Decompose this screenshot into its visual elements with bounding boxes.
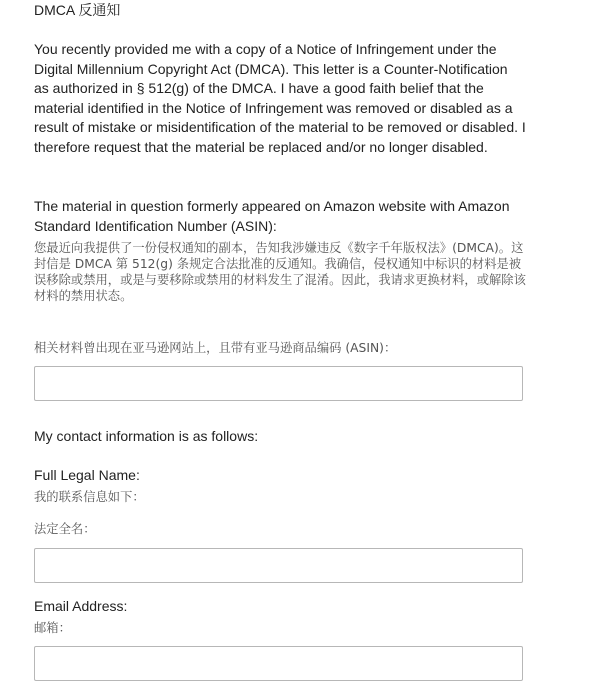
form-title: DMCA 反通知: [34, 2, 121, 18]
contact-info-label-english: My contact information is as follows:: [34, 428, 259, 444]
email-label-chinese: 邮箱：: [34, 621, 71, 635]
legal-name-input[interactable]: [34, 548, 523, 583]
contact-info-label-chinese: 我的联系信息如下：: [34, 490, 145, 504]
asin-label-chinese: 相关材料曾出现在亚马逊网站上，且带有亚马逊商品编码 (ASIN)：: [34, 341, 397, 355]
legal-name-label-chinese: 法定全名：: [34, 522, 96, 536]
email-input[interactable]: [34, 646, 523, 681]
intro-text-english: You recently provided me with a copy of a Notice of Infringement under the Digital Millennium Copyright Act (DMCA). This letter is a Counter-Notification as authorized in § 512(g) of the DMCA. I have a good faith belief that the material identified in the Notice of Infringement was removed or disabled as a result of mistake or misidentification of the material to be removed or disabled. I therefore request that the material be replaced and/or no longer disabled.: [34, 41, 526, 155]
email-label-english: Email Address:: [34, 598, 128, 614]
asin-input[interactable]: [34, 366, 523, 401]
intro-text-chinese: 您最近向我提供了一份侵权通知的副本，告知我涉嫌违反《数字千年版权法》(DMCA)。这封信是 DMCA 第 512(g) 条规定合法批准的反通知。我确信，侵权通知中标识的材料是被误移除或禁用，或是与要移除或禁用的材料发生了混淆。因此，我请求更换材料，或解除该材料的禁用状态。: [34, 241, 526, 303]
legal-name-label-english: Full Legal Name:: [34, 467, 140, 483]
asin-label-english: The material in question formerly appeared on Amazon website with Amazon Standard Identification Number (ASIN):: [34, 198, 510, 234]
